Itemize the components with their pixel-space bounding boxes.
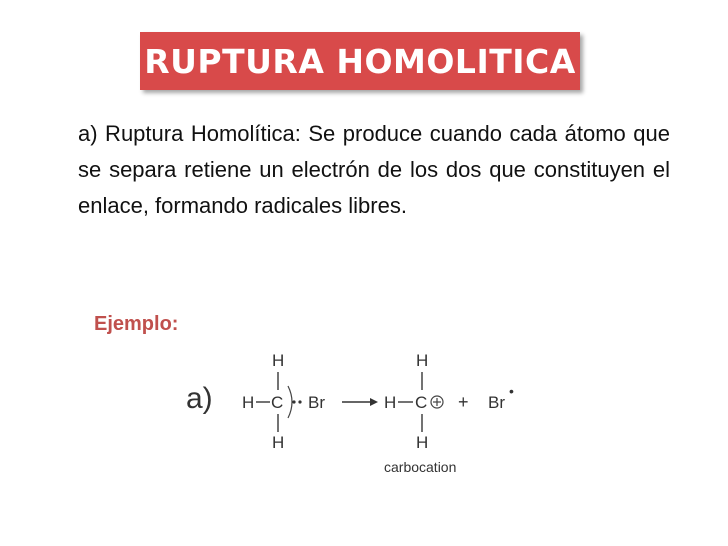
electron-dot-icon	[292, 400, 295, 403]
reactant-carbon: C	[271, 393, 284, 412]
bromine-radical: Br	[488, 393, 505, 412]
reactant-top-h: H	[272, 351, 285, 370]
radical-dot-icon: •	[509, 383, 514, 399]
carbocation-caption: carbocation	[384, 459, 457, 475]
plus-sign: +	[458, 392, 469, 412]
reaction-label: a)	[186, 382, 213, 415]
slide-title: RUPTURA HOMOLITICA	[144, 41, 576, 81]
arrow-head-icon	[370, 398, 378, 406]
product-bottom-h: H	[416, 433, 429, 452]
electron-arrow-icon	[288, 386, 292, 418]
reactant-br: Br	[308, 393, 325, 412]
example-label: Ejemplo:	[94, 313, 179, 335]
reaction-diagram	[170, 342, 550, 482]
reaction-svg	[170, 342, 550, 482]
electron-dot-icon	[298, 400, 301, 403]
title-banner	[140, 32, 580, 90]
product-left-h: H	[384, 393, 397, 412]
product-carbon: C	[415, 393, 428, 412]
reactant-bottom-h: H	[272, 433, 285, 452]
definition-paragraph: a) Ruptura Homolítica: Se produce cuando cada átomo que se separa retiene un electrón de los dos que constituyen el enlace, formando radicales libres.	[78, 121, 670, 218]
reactant-left-h: H	[242, 393, 255, 412]
product-top-h: H	[416, 351, 429, 370]
